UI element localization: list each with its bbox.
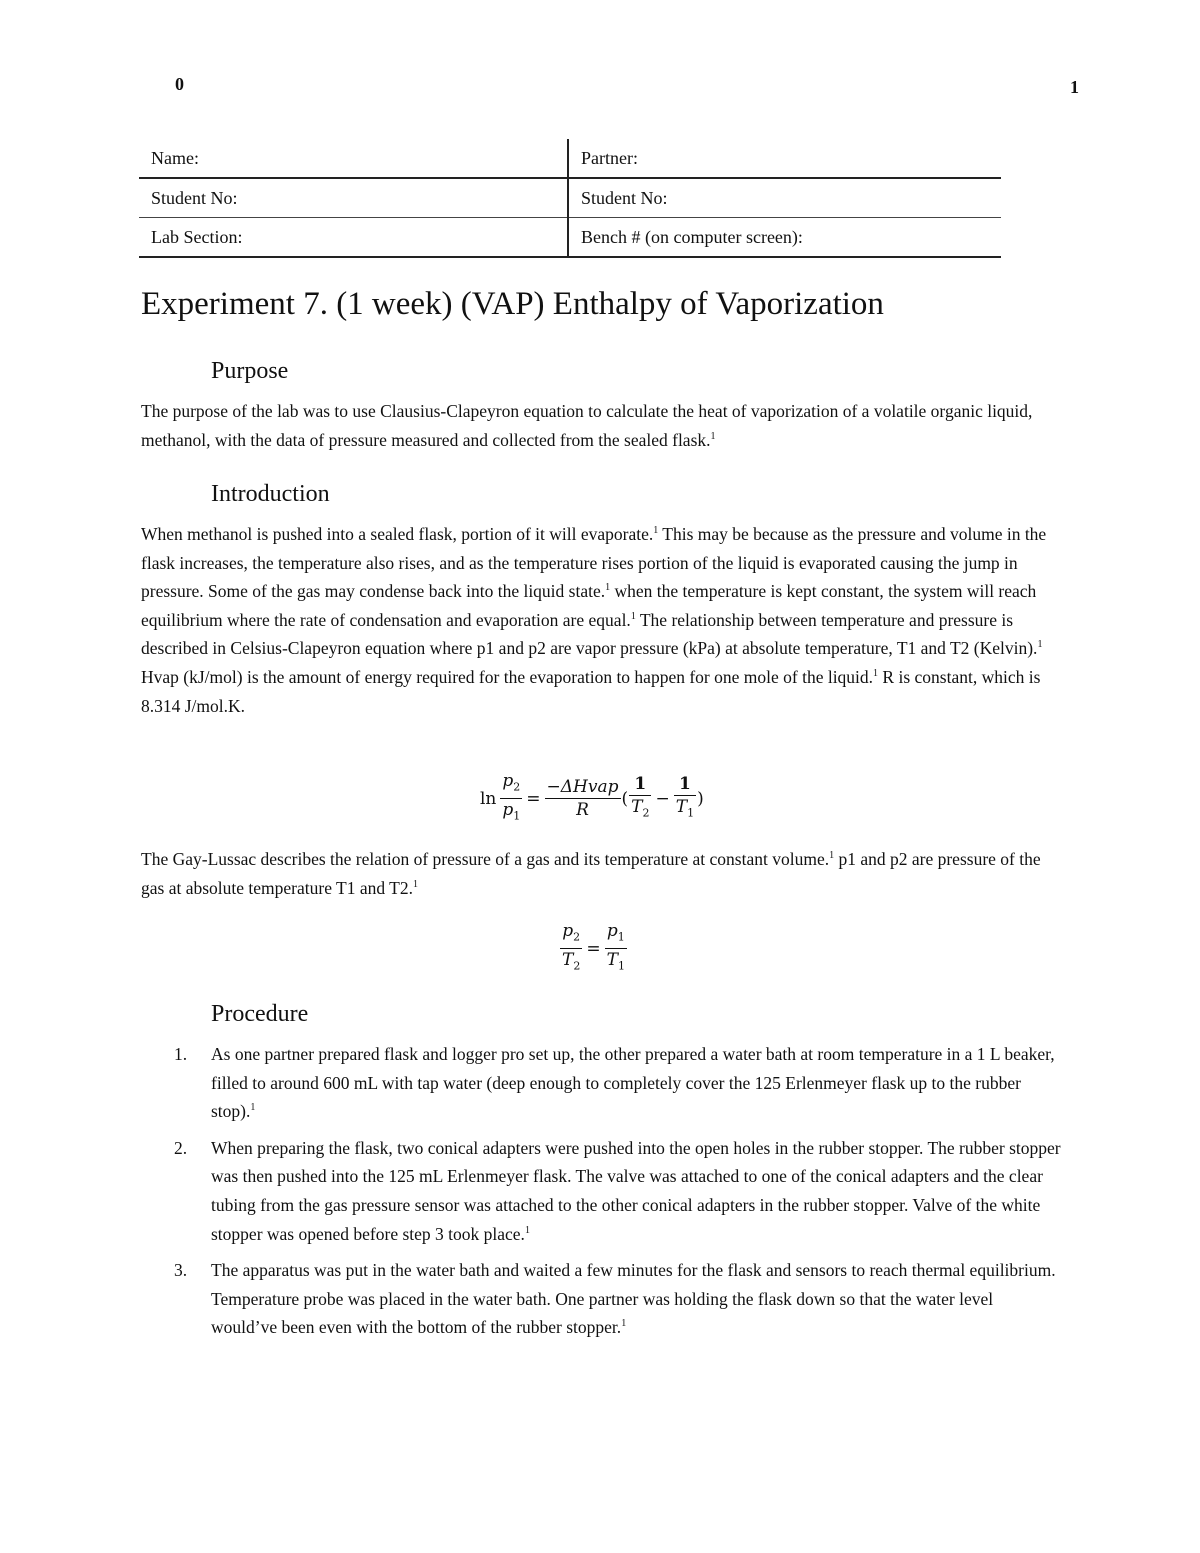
table-row — [139, 178, 1001, 218]
list-item: 1. As one partner prepared flask and logger pro set up, the other prepared a water bath at room temperature in a 1 L beaker, filled to around 600 mL with tap water (deep enough to completely cover the 125 Erlenmeyer flask up to the rubber stop).$^1$ — [141, 1040, 1061, 1126]
introduction-heading: Introduction — [211, 481, 330, 507]
introduction-paragraph: When methanol is pushed into a sealed flask, portion of it will evaporate.$^1$ This may be because as the pressure and volume in the flask increases, the temperature also rises, and as the temperature rises portion of the liquid is evaporated causing the jump in pressure. Some of the gas may condense back into the liquid state.$^1$ when the temperature is kept constant, the system will reach equilibrium where the rate of condensation and evaporation are equal.$^1$ The relationship between temperature and pressure is described in Celsius-Clapeyron equation where p1 and p2 are vapor pressure (kPa) at absolute temperature, T1 and T2 (Kelvin).$^1$ Hvap (kJ/mol) is the amount of energy required for the evaporation to happen for one mole of the liquid.$^1$ R is constant, which is 8.314 J/mol.K. — [141, 524, 1047, 716]
step-text: When preparing the flask, two conical adapters were pushed into the open holes in the rubber stopper. The rubber stopper was then pushed into the 125 mL Erlenmeyer flask. The valve was attached to one of the conical adapters and the clear tubing from the gas pressure sensor was attached to the other conical adapters in the rubber stopper. Valve of the white stopper was opened before step 3 took place. — [211, 1137, 1061, 1244]
procedure-heading: Procedure — [211, 1001, 309, 1027]
purpose-paragraph: The purpose of the lab was to use Clausius-Clapeyron equation to calculate the heat of vaporization of a volatile organic liquid, methanol, with the data of pressure measured and collected from the sealed flask.$^1$ — [141, 401, 1033, 450]
lab-section-label: Lab Section: — [139, 218, 568, 258]
step-number: 1. — [174, 1044, 188, 1064]
table-row — [139, 139, 1001, 178]
student-info-table — [139, 139, 1001, 258]
student-no-label: Student No: — [139, 178, 568, 218]
gay-lussac-equation: $\frac{p_2}{T_2}$ = $\frac{p_1}{T_1}$ — [562, 921, 625, 973]
procedure-list — [141, 1040, 1061, 1350]
step-number: 3. — [174, 1260, 188, 1281]
header-page-number: 1 — [1070, 77, 1079, 97]
table-row — [139, 218, 1001, 258]
gay-lussac-paragraph: The Gay-Lussac describes the relation of pressure of a gas and its temperature at constant volume.$^1$ p1 and p2 are pressure of the gas at absolute temperature T1 and T2.$^1$ — [141, 849, 1041, 898]
bench-label: Bench # (on computer screen): — [568, 218, 1001, 258]
page-title: Experiment 7. (1 week) (VAP) Enthalpy of Vaporization — [141, 286, 884, 322]
step-number: 2. — [174, 1137, 188, 1158]
partner-student-no-label: Student No: — [568, 178, 1001, 218]
name-label: Name: — [139, 139, 568, 178]
clausius-clapeyron-equation: ln $\frac{p_2}{p_1}$ = $\frac{\text{−ΔHvap}}{R}$ ( $\frac{1}{T_2}$ − $\frac{1}{T_1}$ ) — [480, 771, 704, 823]
list-item: 3. The apparatus was put in the water bath and waited a few minutes for the flask and sensors to reach thermal equilibrium. Temperature probe was placed in the water bath. One partner was holding the flask down so that the water level would’ve been even with the bottom of the rubber stopper.$^1$ — [141, 1256, 1061, 1342]
partner-label: Partner: — [568, 139, 1001, 178]
list-item: 2. When preparing the flask, two conical adapters were pushed into the open holes in the rubber stopper. The rubber stopper was then pushed into the 125 mL Erlenmeyer flask. The valve was attached to one of the conical adapters and the clear tubing from the gas pressure sensor was attached to the other conical adapters in the rubber stopper. Valve of the white stopper was opened before step 3 took place.$^1$ — [141, 1134, 1061, 1248]
header-left-number: 0 — [175, 74, 184, 94]
step-text: The apparatus was put in the water bath and waited a few minutes for the flask and sensors to reach thermal equilibrium. Temperature probe was placed in the water bath. One partner was holding the flask down so that the water level would’ve been even with the bottom of the rubber stopper. — [211, 1260, 1056, 1338]
step-text: As one partner prepared flask and logger pro set up, the other prepared a water bath at room temperature in a 1 L beaker, filled to around 600 mL with tap water (deep enough to completely cover the 125 Erlenmeyer flask up to the rubber stop). — [211, 1044, 1055, 1122]
purpose-heading: Purpose — [211, 358, 289, 384]
